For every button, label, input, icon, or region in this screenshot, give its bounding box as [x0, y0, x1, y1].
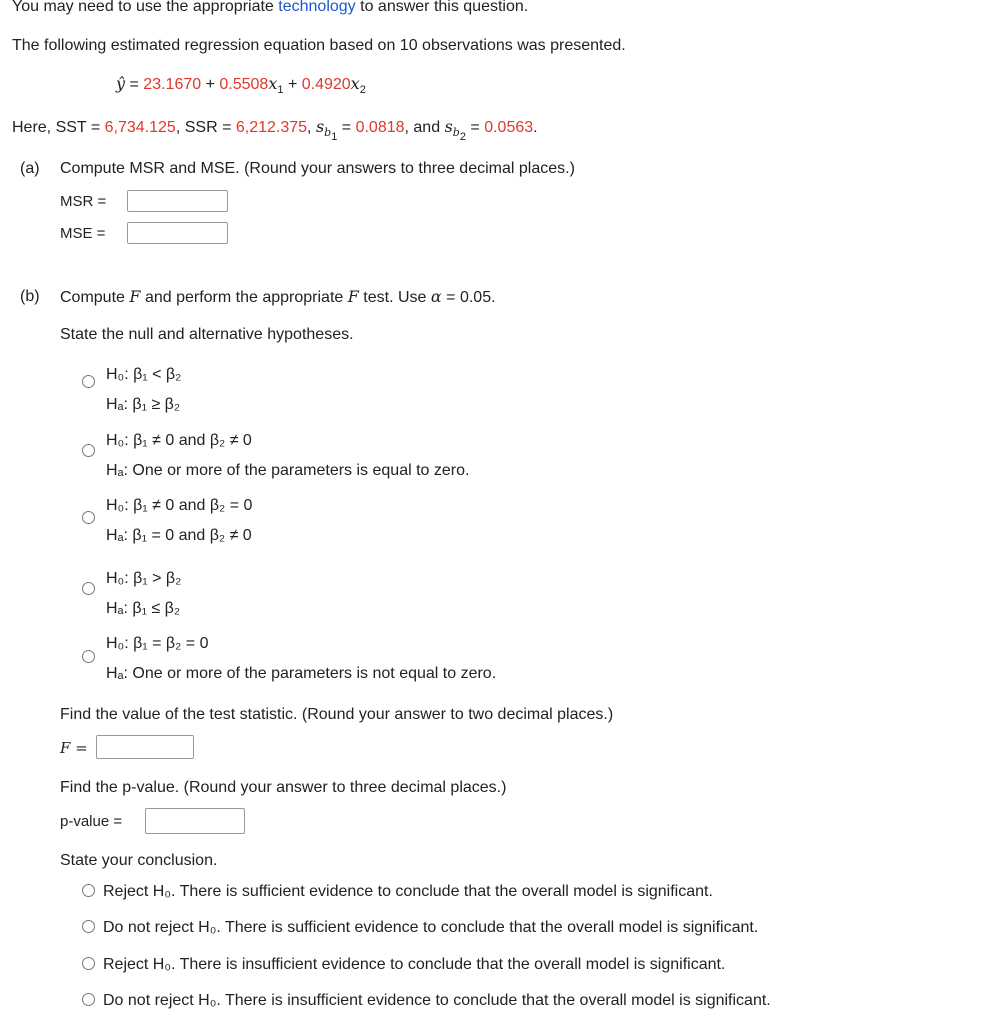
hypothesis-option-4: H₀: β₁ > β₂ Hₐ: β₁ ≤ β₂: [106, 570, 182, 617]
conclusion-option-2[interactable]: Do not reject H₀. There is sufficient evidence to conclude that the overall model is significant.: [82, 918, 758, 938]
hypothesis-radio-4[interactable]: [82, 582, 95, 595]
conclusion-radio-2[interactable]: [82, 920, 95, 933]
technology-link[interactable]: technology: [278, 0, 356, 15]
hypothesis-option-5: H₀: β₁ = β₂ = 0 Hₐ: One or more of the parameters is not equal to zero.: [106, 635, 497, 682]
hypothesis-option-2: H₀: β₁ ≠ 0 and β₂ ≠ 0 Hₐ: One or more of the parameters is equal to zero.: [106, 432, 470, 479]
conclusion-option-4[interactable]: Do not reject H₀. There is insufficient evidence to conclude that the overall model is significant.: [82, 991, 771, 1011]
ssr-value: 6,212.375: [235, 119, 308, 136]
msr-input[interactable]: [127, 190, 228, 212]
b1-value: 0.5508: [219, 76, 269, 93]
regression-equation: ŷ = $23.1670 + 0.5508x_1 + 0.4920x_2$: [116, 74, 366, 96]
problem-statement: The following estimated regression equation based on 10 observations was presented.: [12, 37, 626, 54]
sst-value: 6,734.125: [104, 119, 176, 136]
hypothesis-option-3: H₀: β₁ ≠ 0 and β₂ = 0 Hₐ: β₁ = 0 and β₂ ≠ 0: [106, 497, 253, 544]
conclusion-radio-1[interactable]: [82, 884, 95, 897]
conclusion-prompt: State your conclusion.: [60, 852, 218, 869]
f-input[interactable]: [96, 735, 194, 759]
part-b-prompt: Compute F and perform the appropriate F test. Use α = 0.05.: [60, 287, 496, 306]
conclusion-radio-4[interactable]: [82, 993, 95, 1006]
part-b-label: (b): [20, 288, 40, 305]
intro-prefix: You may need to use the appropriate: [12, 0, 274, 15]
hypothesis-radio-1[interactable]: [82, 375, 95, 388]
conclusion-radio-3[interactable]: [82, 957, 95, 970]
intro-line: [12, 0, 528, 17]
mse-input[interactable]: [127, 222, 228, 244]
hypothesis-radio-5[interactable]: [82, 650, 95, 663]
part-a-prompt: Compute MSR and MSE. (Round your answers to three decimal places.): [60, 160, 575, 177]
hypothesis-radio-2[interactable]: [82, 444, 95, 457]
p-value-input[interactable]: [145, 808, 245, 834]
b0-value: 23.1670: [143, 76, 202, 93]
conclusion-option-3[interactable]: Reject H₀. There is insufficient evidence to conclude that the overall model is significant.: [82, 955, 725, 975]
p-value-prompt: Find the p-value. (Round your answer to three decimal places.): [60, 779, 507, 796]
f-label: F =: [60, 739, 88, 757]
sb2-value: 0.0563: [484, 119, 534, 136]
hypothesis-radio-3[interactable]: [82, 511, 95, 524]
part-a-label: (a): [20, 160, 40, 177]
hypothesis-option-1: H₀: β₁ < β₂ Hₐ: β₁ ≥ β₂: [106, 366, 182, 413]
intro-suffix: to answer this question.: [360, 0, 529, 15]
test-statistic-prompt: Find the value of the test statistic. (Round your answer to two decimal places.): [60, 706, 614, 723]
hypotheses-prompt: State the null and alternative hypotheses.: [60, 326, 354, 343]
sb1-value: 0.0818: [355, 119, 405, 136]
b2-value: 0.4920: [301, 76, 351, 93]
given-values: Here, SST = 6,734.125, SSR = 6,212.375, $s_{b_1} = 0.0818$, and $s_{b_2} = 0.0563$.: [12, 117, 538, 143]
p-value-label: p-value =: [60, 813, 123, 830]
conclusion-option-1[interactable]: Reject H₀. There is sufficient evidence to conclude that the overall model is significant.: [82, 882, 713, 902]
msr-label: MSR =: [60, 193, 107, 210]
mse-label: MSE =: [60, 225, 106, 242]
